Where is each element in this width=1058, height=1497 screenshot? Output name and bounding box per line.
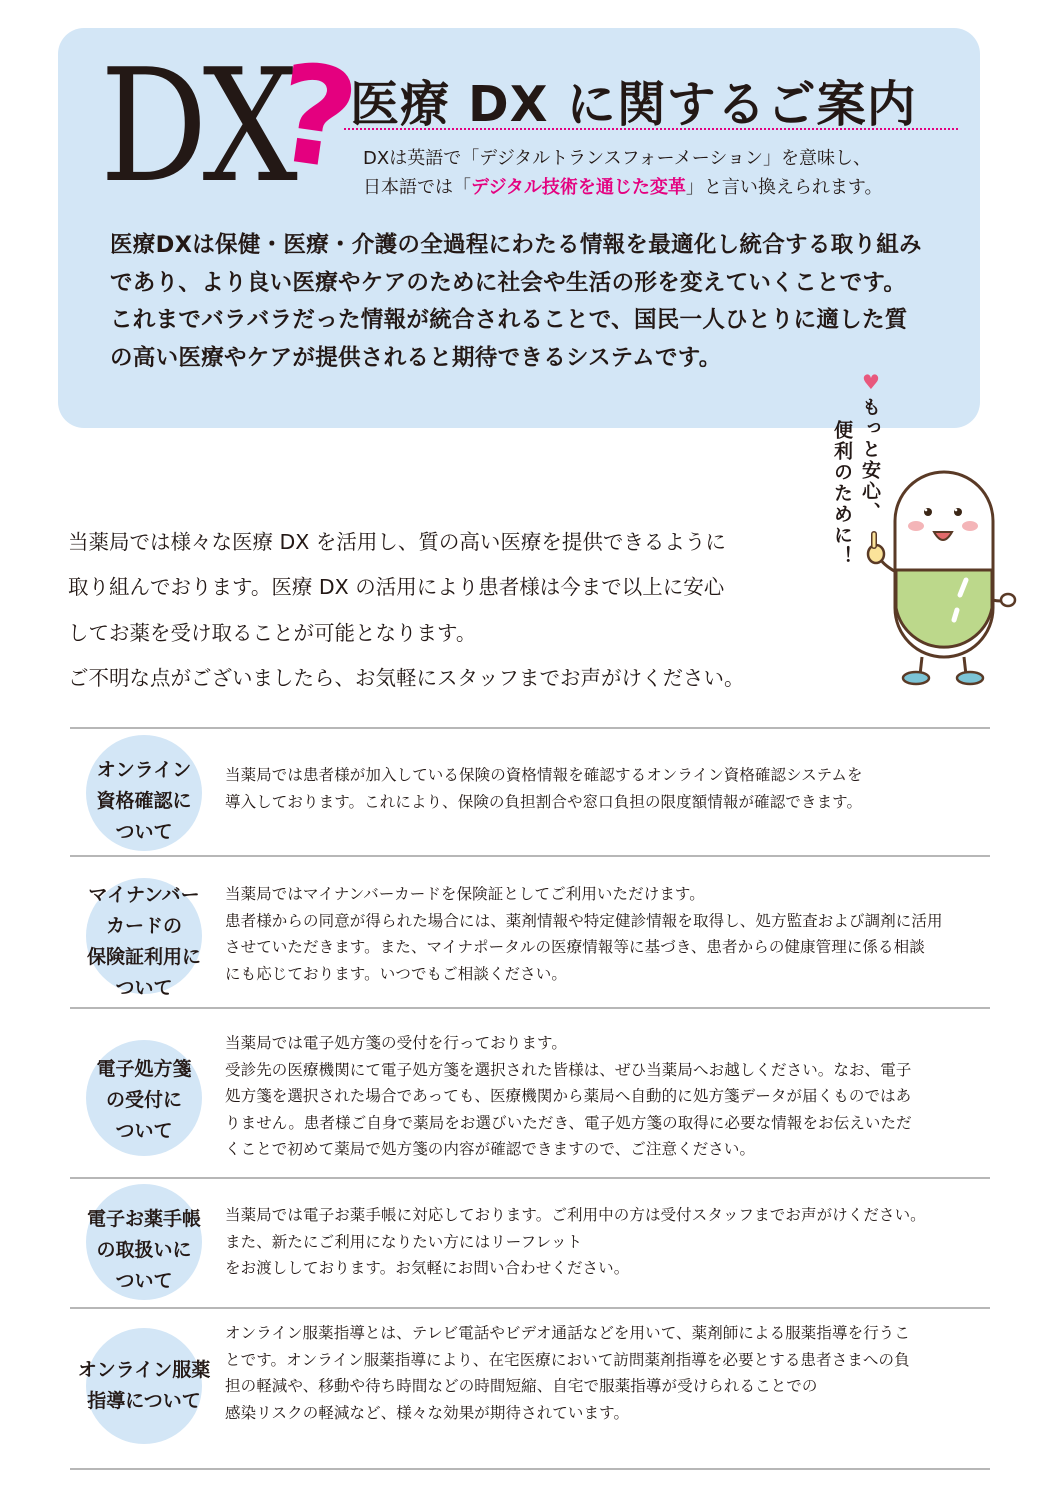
dx-description [110,227,940,377]
mascot-speech-line: もっと安心、 [859,397,881,523]
heart-icon: ♥ [862,370,880,394]
section-text: オンライン服薬指導とは、テレビ電話やビデオ通話などを用いて、薬剤師による服薬指導を行うこ とです。オンライン服薬指導により、在宅医療において訪問薬剤指導を必要とする患者さまへの負 担の軽減や、移動や待ち時間などの時間短縮、自宅で服薬指導が受けられることでの 感染リスクの軽減など、様々な効果が期待されています。 [225,1324,911,1422]
highlight-text: デジタル技術を通じた変革 [471,177,686,198]
page-title: 医療 DX に関するご案内 [350,76,917,133]
section-divider [70,1468,990,1470]
section-label: 電子お薬手帳 の取扱いに ついて [86,1208,201,1292]
section-divider [70,1177,990,1179]
subtitle [363,144,963,202]
description-line: の高い医療やケアが提供されると期待できるシステムです。 [110,344,722,371]
subtitle-line: 日本語では「デジタル技術を通じた変革」と言い換えられます。 [363,177,883,198]
section-label: 電子処方箋 の受付に ついて [96,1058,192,1142]
section-text: 当薬局ではマイナンバーカードを保険証としてご利用いただけます。 患者様からの同意が得られた場合には、薬剤情報や特定健診情報を取得し、処方監査および調剤に活用 させていただきます。また、マイナポータルの医療情報等に基づき、患者からの健康管理に係る相談 にも応じております。いつでもご相談ください。 [225,885,943,983]
description-line: であり、より良い医療やケアのために社会や生活の形を変えていくことです。 [110,269,907,296]
pharmacy-intro [68,520,808,701]
intro-line: 当薬局では様々な医療 DX を活用し、質の高い医療を提供できるように [68,530,726,554]
section-text: 当薬局では患者様が加入している保険の資格情報を確認するオンライン資格確認システムを 導入しております。これにより、保険の負担割合や窓口負担の限度額情報が確認できます。 [225,766,863,811]
title-divider [344,128,958,130]
section-text: 当薬局では電子お薬手帳に対応しております。ご利用中の方は受付スタッフまでお声がけください。 また、新たにご利用になりたい方にはリーフレット をお渡ししております。お気軽にお問い合わせください。 [225,1206,926,1277]
subtitle-line: DXは英語で「デジタルトランスフォーメーション」を意味し、 [363,148,872,169]
question-mark-icon: ? [266,34,367,202]
intro-line: 取り組んでおります。医療 DX の活用により患者様は今まで以上に安心 [68,575,725,600]
dx-logo: DX [100,35,293,217]
mascot-speech-line: 便利のために！ [831,420,853,567]
capsule-mascot-icon [860,460,1020,695]
section-label: マイナンバー カードの 保険証利用に ついて [86,884,201,999]
section-divider [70,1007,990,1009]
intro-line: ご不明な点がございましたら、お気軽にスタッフまでお声がけください。 [68,665,745,690]
section-text: 当薬局では電子処方箋の受付を行っております。 受診先の医療機関にて電子処方箋を選択された皆様は、ぜひ当薬局へお越しください。なお、電子 処方箋を選択された場合であっても、医療機関から薬局へ自動的に処方箋データが届くものではあ りません。患者様ご自身で薬局をお選びいただき、電子処方箋の取得に必要な情報をお伝えいただ くことで初めて薬局で処方箋の内容が確認できますので、ご注意ください。 [225,1034,912,1158]
section-label: オンライン服薬 指導について [77,1359,211,1412]
description-line: 医療DXは保健・医療・介護の全過程にわたる情報を最適化し統合する取り組み [110,232,922,258]
description-line: これまでバラバラだった情報が統合されることで、国民一人ひとりに適した質 [110,307,908,333]
intro-line: してお薬を受け取ることが可能となります。 [68,620,477,645]
section-divider [70,1307,990,1309]
section-divider [70,855,990,857]
section-label: オンライン 資格確認に ついて [96,759,192,843]
section-divider [70,727,990,729]
